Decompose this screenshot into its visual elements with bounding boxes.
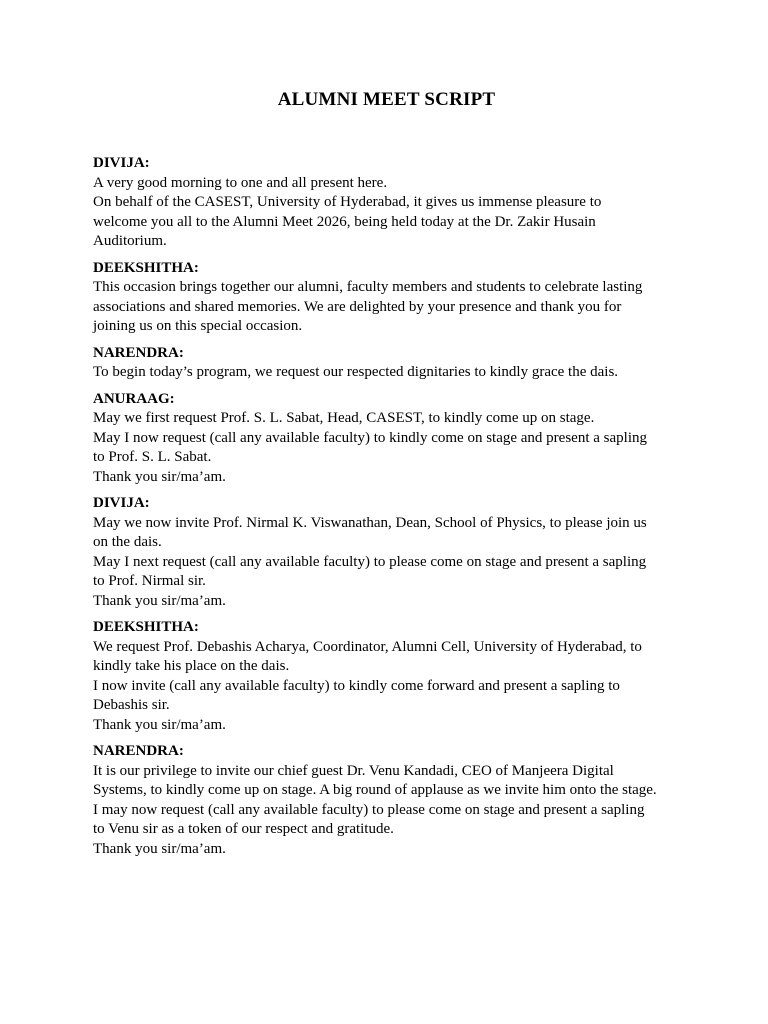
script-line: May we now invite Prof. Nirmal K. Viswanathan, Dean, School of Physics, to please join us [93,514,647,531]
script-line: It is our privilege to invite our chief guest Dr. Venu Kandadi, CEO of Manjeera Digital [93,762,614,779]
script-section [93,742,680,859]
speaker-name: DIVIJA: [93,155,150,171]
script-line: To begin today’s program, we request our respected dignitaries to kindly grace the dais. [93,364,619,380]
script-section [93,618,680,735]
script-line: May we first request Prof. S. L. Sabat, Head, CASEST, to kindly come up on stage. [93,410,595,426]
script-line: joining us on this special occasion. [93,318,303,334]
script-line: Thank you sir/ma’am. [93,468,226,485]
speaker-name: NARENDRA: [93,743,184,759]
script-line: I now invite (call any available faculty) to kindly come forward and present a sapling to [93,677,620,694]
page-title: ALUMNI MEET SCRIPT [277,89,496,110]
script-line: This occasion brings together our alumni, faculty members and students to celebrate lasting [93,279,643,295]
speaker-name: ANURAAG: [93,390,175,407]
speaker-name: DIVIJA: [93,495,150,511]
script-line: Thank you sir/ma’am. [93,716,226,733]
script-line: to Prof. S. L. Sabat. [93,449,212,465]
script-line: to Venu sir as a token of our respect and gratitude. [93,821,394,837]
script-line: welcome you all to the Alumni Meet 2026, being held today at the Dr. Zakir Husain [93,213,596,230]
script-line: associations and shared memories. We are delighted by your presence and thank you for [93,298,622,315]
speaker-name: NARENDRA: [93,344,184,361]
script-line: Debashis sir. [93,697,170,713]
script-section [93,259,680,337]
script-section [93,390,680,488]
script-line: A very good morning to one and all present here. [93,174,388,191]
script-line: On behalf of the CASEST, University of Hyderabad, it gives us immense pleasure to [93,194,602,210]
script-line: on the dais. [93,534,162,550]
script-line: to Prof. Nirmal sir. [93,573,206,589]
script-line: May I next request (call any available faculty) to please come on stage and present a sapling [93,553,647,570]
script-section [93,494,680,611]
script-line: Systems, to kindly come up on stage. A big round of applause as we invite him onto the stage. [93,782,657,798]
script-line: Auditorium. [93,233,167,249]
script-line: May I now request (call any available faculty) to kindly come on stage and present a sapling [93,429,647,446]
speaker-name: DEEKSHITHA: [93,259,199,276]
script-line: Thank you sir/ma’am. [93,592,226,609]
script-line: We request Prof. Debashis Acharya, Coordinator, Alumni Cell, University of Hyderabad, to [93,638,642,655]
script-line: kindly take his place on the dais. [93,658,290,674]
script-section [93,154,680,252]
script-line: I may now request (call any available faculty) to please come on stage and present a sapling [93,801,645,818]
speaker-name: DEEKSHITHA: [93,619,199,635]
script-section [93,344,680,383]
script-body [93,154,680,859]
script-line: Thank you sir/ma’am. [93,840,226,857]
